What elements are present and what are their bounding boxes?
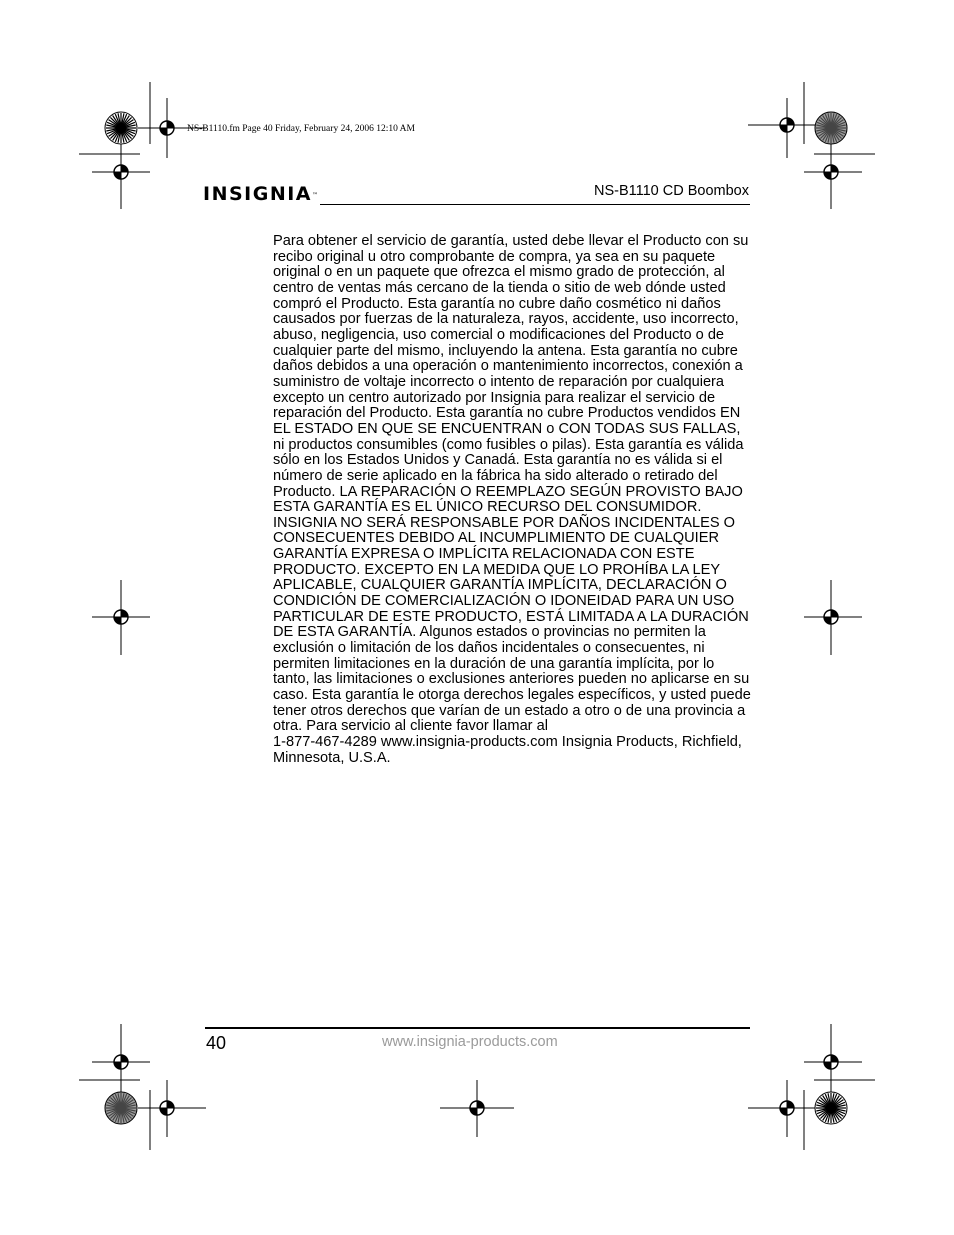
registration-target-icon <box>160 1101 174 1115</box>
starburst-icon <box>105 112 137 144</box>
registration-target-icon <box>780 1101 794 1115</box>
header-rule <box>320 204 750 205</box>
warranty-body <box>273 234 751 766</box>
registration-target-icon <box>470 1101 484 1115</box>
registration-target-icon <box>780 118 794 132</box>
registration-target-icon <box>824 1055 838 1069</box>
registration-target-icon <box>114 610 128 624</box>
crop-mark-icon <box>79 1024 206 1150</box>
starburst-icon <box>105 1092 137 1124</box>
insignia-logo <box>203 183 318 205</box>
crop-mark-icon <box>748 82 875 209</box>
crop-mark-icon <box>79 82 206 209</box>
page-number: 40 <box>206 1033 227 1053</box>
starburst-icon <box>815 1092 847 1124</box>
slug-line: NS-B1110.fm Page 40 Friday, February 24, 2006 12:10 AM <box>187 124 415 134</box>
trademark-mark: ™ <box>312 192 318 199</box>
footer-rule <box>205 1027 750 1029</box>
warranty-paragraph: Para obtener el servicio de garantía, usted debe llevar el Producto con su recibo original u otro comprobante de compra, ya sea en su paquete original o en un paquete que ofrezca el mismo grado de protección, al centro de ventas más cercano de la tienda o sitio de web dónde usted compró el Producto. Esta garantía no cubre daño cosmético ni daños causados por fuerzas de la naturaleza, rayos, accidente, uso incorrecto, abuso, negligencia, uso comercial o modificaciones del Producto o de cualquier parte del mismo, incluyendo la antena. Esta garantía no cubre daños debidos a una operación o mantenimiento incorrectos, conexión a suministro de voltaje incorrecto o intento de reparación por cualquiera excepto un centro autorizado por Insignia para realizar el servicio de reparación del Producto. Esta garantía no cubre Productos vendidos EN EL ESTADO EN QUE SE ENCUENTRAN o CON TODAS SUS FALLAS, ni productos consumibles (como fusibles o pilas). Esta garantía es válida sólo en los Estados Unidos y Canadá. Esta garantía no es válida si el número de serie aplicado en la fábrica ha sido alterado o retirado del Producto. LA REPARACIÓN O REEMPLAZO SEGÚN PROVISTO BAJO ESTA GARANTÍA ES EL ÚNICO RECURSO DEL CONSUMIDOR. INSIGNIA NO SERÁ RESPONSABLE POR DAÑOS INCIDENTALES O CONSECUENTES DEBIDO AL INCUMPLIMIENTO DE CUALQUIER GARANTÍA EXPRESA O IMPLÍCITA RELACIONADA CON ESTE PRODUCTO. EXCEPTO EN LA MEDIDA QUE LO PROHÍBA LA LEY APLICABLE, CUALQUIER GARANTÍA IMPLÍCITA, DECLARACIÓN O CONDICIÓN DE COMERCIALIZACIÓN O IDONEIDAD PARA UN USO PARTICULAR DE ESTE PRODUCTO, ESTÁ LIMITADA A LA DURACIÓN DE ESTA GARANTÍA. Algunos estados o provincias no permiten la exclusión o limitación de los daños incidentales o consecuentes, ni permiten limitaciones en la duración de una garantía implícita, por lo tanto, las limitaciones o exclusiones anteriores pueden no aplicarse en su caso. Esta garantía le otorga derechos legales específicos, y usted puede tener otros derechos que varían de un estado a otro o de una provincia a otra. Para servicio al cliente favor llamar al <box>273 233 751 735</box>
registration-target-icon <box>160 121 174 135</box>
registration-target-icon <box>824 165 838 179</box>
registration-target-icon <box>114 1055 128 1069</box>
starburst-icon <box>815 112 847 144</box>
registration-target-icon <box>114 165 128 179</box>
footer-url: www.insignia-products.com <box>382 1034 558 1050</box>
registration-target-icon <box>824 610 838 624</box>
header-title: NS-B1110 CD Boombox <box>593 183 749 199</box>
contact-line: 1-877-467-4289 www.insignia-products.com Insignia Products, Richfield, Minnesota, U.S.A. <box>273 734 742 766</box>
logo-text: INSIGNIA <box>203 183 312 205</box>
crop-mark-icon <box>748 1024 875 1150</box>
